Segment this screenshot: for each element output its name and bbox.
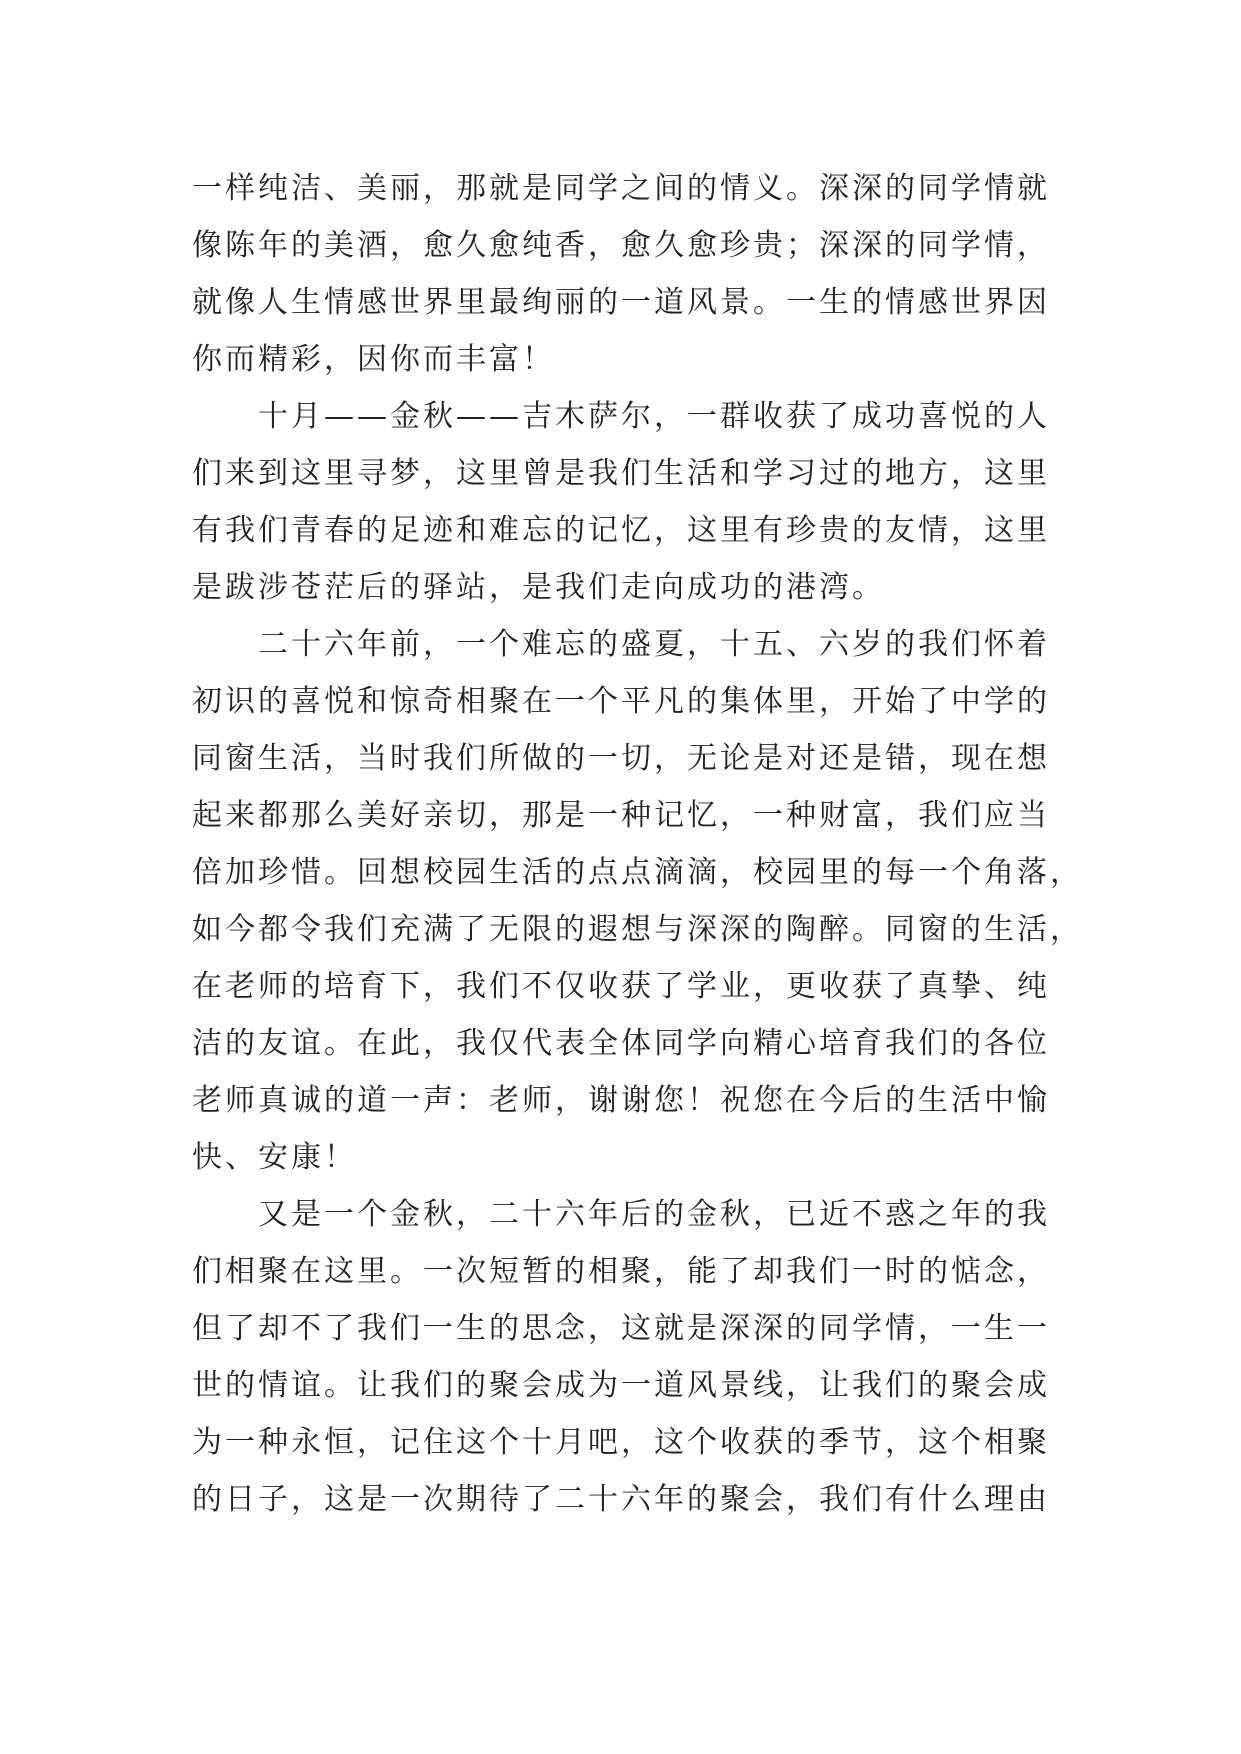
text-line: 倍加珍惜。回想校园生活的点点滴滴，校园里的每一个角落，: [192, 855, 1083, 890]
text-line: 十月——金秋——吉木萨尔，一群收获了成功喜悦的人: [258, 399, 1050, 434]
paragraph-2: [192, 388, 1050, 616]
text-line: 们来到这里寻梦，这里曾是我们生活和学习过的地方，这里: [192, 456, 1050, 491]
text-line: 又是一个金秋，二十六年后的金秋，已近不惑之年的我: [258, 1197, 1050, 1232]
paragraph-4: [192, 1186, 1050, 1528]
text-line: 的日子，这是一次期待了二十六年的聚会，我们有什么理由: [192, 1482, 1050, 1517]
text-line: 就像人生情感世界里最绚丽的一道风景。一生的情感世界因: [192, 285, 1050, 320]
text-line: 二十六年前，一个难忘的盛夏，十五、六岁的我们怀着: [258, 627, 1050, 662]
text-line: 老师真诚的道一声：老师，谢谢您！祝您在今后的生活中愉: [192, 1083, 1050, 1118]
text-line: 如今都令我们充满了无限的遐想与深深的陶醉。同窗的生活，: [192, 912, 1083, 947]
text-line: 初识的喜悦和惊奇相聚在一个平凡的集体里，开始了中学的: [192, 684, 1050, 719]
text-line: 但了却不了我们一生的思念，这就是深深的同学情，一生一: [192, 1311, 1050, 1346]
text-line: 们相聚在这里。一次短暂的相聚，能了却我们一时的惦念，: [192, 1254, 1050, 1289]
text-line: 同窗生活，当时我们所做的一切，无论是对还是错，现在想: [192, 741, 1050, 776]
paragraph-3: [192, 616, 1083, 1186]
text-line: 一样纯洁、美丽，那就是同学之间的情义。深深的同学情就: [192, 171, 1050, 206]
text-line: 有我们青春的足迹和难忘的记忆，这里有珍贵的友情，这里: [192, 513, 1050, 548]
text-line: 洁的友谊。在此，我仅代表全体同学向精心培育我们的各位: [192, 1026, 1050, 1061]
text-line: 快、安康！: [192, 1140, 357, 1175]
text-line: 在老师的培育下，我们不仅收获了学业，更收获了真挚、纯: [192, 969, 1050, 1004]
text-line: 世的情谊。让我们的聚会成为一道风景线，让我们的聚会成: [192, 1368, 1050, 1403]
body-text: [192, 160, 1083, 1528]
text-line: 为一种永恒，记住这个十月吧，这个收获的季节，这个相聚: [192, 1425, 1050, 1460]
text-line: 起来都那么美好亲切，那是一种记忆，一种财富，我们应当: [192, 798, 1050, 833]
text-line: 是跋涉苍茫后的驿站，是我们走向成功的港湾。: [192, 570, 885, 605]
text-line: 你而精彩，因你而丰富！: [192, 342, 555, 377]
paragraph-1: [192, 160, 1050, 388]
text-line: 像陈年的美酒，愈久愈纯香，愈久愈珍贵；深深的同学情，: [192, 228, 1050, 263]
